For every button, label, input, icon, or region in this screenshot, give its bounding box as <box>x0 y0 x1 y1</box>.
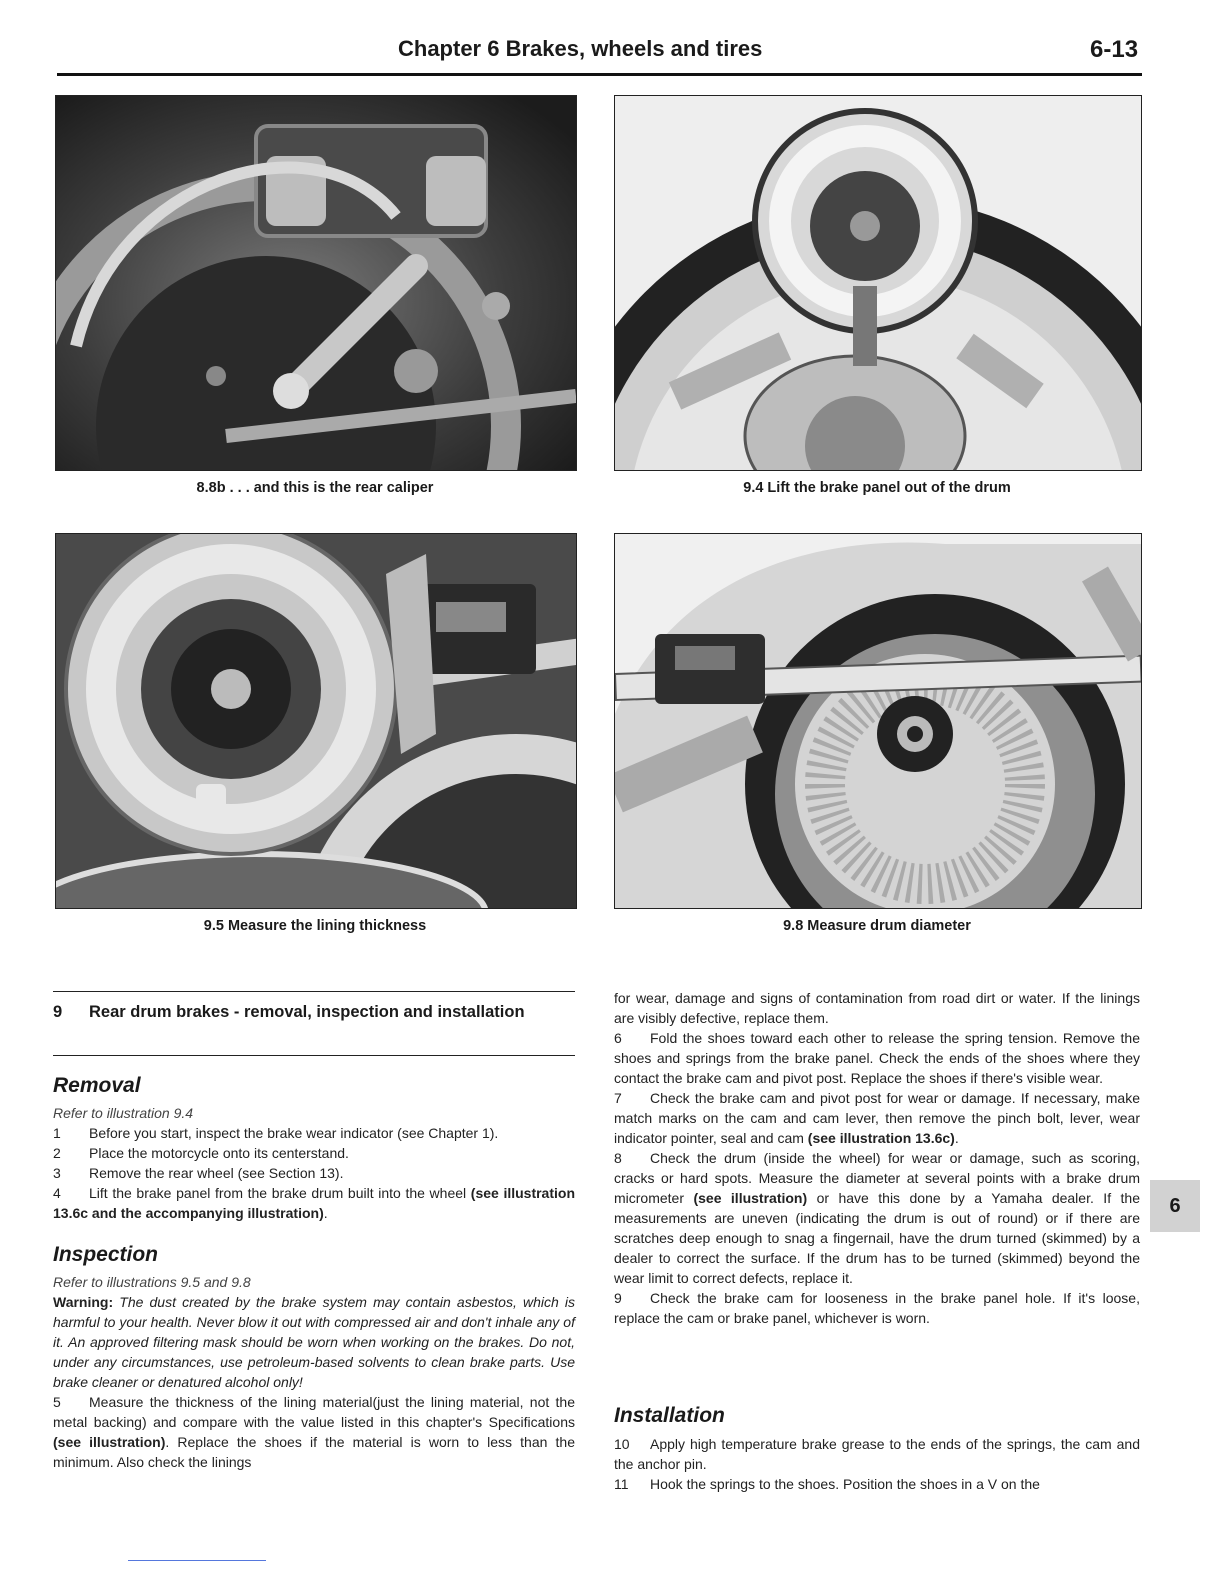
step-text: Before you start, inspect the brake wear indicator (see Chapter 1). <box>89 1125 499 1141</box>
warning-note <box>53 1292 575 1392</box>
step-number: 8 <box>614 1150 622 1166</box>
list-item <box>53 1392 575 1472</box>
installation-body <box>614 1434 1140 1494</box>
list-item <box>614 1088 1140 1148</box>
chapter-title: Chapter 6 Brakes, wheels and tires <box>398 36 763 61</box>
figure-caption: 9.4 Lift the brake panel out of the drum <box>743 480 1011 496</box>
section-title: Rear drum brakes - removal, inspection and installation <box>89 1003 525 1021</box>
chapter-tab: 6 <box>1150 1180 1200 1232</box>
step-text-tail: . <box>954 1130 959 1146</box>
section-rule-top <box>53 991 575 992</box>
step-text: Hook the springs to the shoes. Position the shoes in a V on the <box>650 1476 1040 1492</box>
inspection-body <box>53 1272 575 1472</box>
header-rule <box>57 73 1142 76</box>
step-text-tail: . Replace the shoes if the material is worn to less than the minimum. Also check the linings <box>53 1434 575 1470</box>
list-item <box>53 1143 575 1163</box>
section-number: 9 <box>53 1003 63 1021</box>
photo-rear-caliper <box>55 95 577 471</box>
step-number: 7 <box>614 1090 622 1106</box>
figure-caption: 9.8 Measure drum diameter <box>783 918 971 934</box>
step-text: Place the motorcycle onto its centerstand. <box>89 1145 349 1161</box>
step-number: 5 <box>53 1394 61 1410</box>
step-number: 9 <box>614 1290 622 1306</box>
list-item <box>614 1288 1140 1328</box>
cross-reference: (see illustration 13.6c and the accompanying illustration) <box>53 1185 576 1221</box>
step-text: Check the brake cam and pivot post for wear or damage. If necessary, make match marks on the cam and cam lever, then remove the pinch bolt, lever, wear indicator pointer, seal and cam <box>614 1090 1140 1146</box>
step-text-tail: . <box>323 1205 328 1221</box>
list-item <box>614 1434 1140 1474</box>
step-text: Fold the shoes toward each other to release the spring tension. Remove the shoes and springs from the brake panel. Check the ends of the shoes where they contact the brake cam and pivot post. Replace the shoes if there's visible wear. <box>614 1030 1140 1086</box>
photo-lining-thickness <box>55 533 577 909</box>
list-item <box>614 1474 1140 1494</box>
step-number: 4 <box>53 1185 61 1201</box>
figure-caption: 8.8b . . . and this is the rear caliper <box>196 480 434 496</box>
cross-reference: (see illustration) <box>53 1434 166 1450</box>
section-heading <box>53 1001 573 1023</box>
list-item <box>614 1148 1140 1288</box>
cross-reference: (see illustration) <box>693 1190 808 1206</box>
section-rule-bottom <box>53 1055 575 1056</box>
photo-drum-diameter <box>614 533 1142 909</box>
removal-body <box>53 1103 575 1223</box>
photo-brake-panel <box>614 95 1142 471</box>
step-text: Lift the brake panel from the brake drum built into the wheel <box>89 1185 471 1201</box>
list-item <box>53 1163 575 1183</box>
list-item <box>53 1123 575 1143</box>
step-text: Apply high temperature brake grease to the ends of the springs, the cam and the anchor pin. <box>614 1436 1140 1472</box>
step-number: 6 <box>614 1030 622 1046</box>
inspection-reference: Refer to illustrations 9.5 and 9.8 <box>53 1274 251 1290</box>
step-text: Check the brake cam for looseness in the brake panel hole. If it's loose, replace the cam or brake panel, whichever is worn. <box>614 1290 1140 1326</box>
step-text: Check the drum (inside the wheel) for wear or damage, such as scoring, cracks or hard spots. Measure the diameter at several points with a brake drum micrometer <box>614 1150 1140 1206</box>
footer-underline <box>128 1560 266 1561</box>
inspection-heading: Inspection <box>53 1243 159 1266</box>
step-number: 2 <box>53 1145 61 1161</box>
figure-caption: 9.5 Measure the lining thickness <box>203 918 427 934</box>
step-number: 11 <box>614 1476 629 1492</box>
step-text-tail: or have this done by a Yamaha dealer. If the measurements are uneven (indicating the drum is out of round) or if there are scratches deep enough to snag a fingernail, have the drum turned (skimmed) by a dealer to correct the surface. If the drum has to be turned (skimmed) beyond the wear limit to correct defects, replace it. <box>614 1190 1140 1286</box>
list-item <box>53 1183 575 1223</box>
cross-reference: (see illustration 13.6c) <box>807 1130 955 1146</box>
installation-heading: Installation <box>614 1404 725 1427</box>
warning-label: Warning: <box>53 1294 114 1310</box>
step-number: 3 <box>53 1165 61 1181</box>
page-number: 6-13 <box>1090 36 1139 63</box>
list-item <box>614 1028 1140 1088</box>
step-number: 10 <box>614 1436 630 1452</box>
continuation-text: for wear, damage and signs of contamination from road dirt or water. If the linings are visibly defective, replace them. <box>614 990 1140 1026</box>
step-number: 1 <box>53 1125 61 1141</box>
right-column-body <box>614 988 1140 1328</box>
step-text: Measure the thickness of the lining material(just the lining material, not the metal backing) and compare with the value listed in this chapter's Specifications <box>53 1394 575 1430</box>
removal-heading: Removal <box>53 1074 141 1097</box>
removal-reference: Refer to illustration 9.4 <box>53 1105 194 1121</box>
warning-text: The dust created by the brake system may contain asbestos, which is harmful to your health. Never blow it out with compressed air and don't inhale any of it. An approved filtering mask should be worn when working on the brakes. Do not, under any circumstances, use petroleum-based solvents to clean brake parts. Use brake cleaner or denatured alcohol only! <box>53 1294 575 1390</box>
step-text: Remove the rear wheel (see Section 13). <box>89 1165 344 1181</box>
